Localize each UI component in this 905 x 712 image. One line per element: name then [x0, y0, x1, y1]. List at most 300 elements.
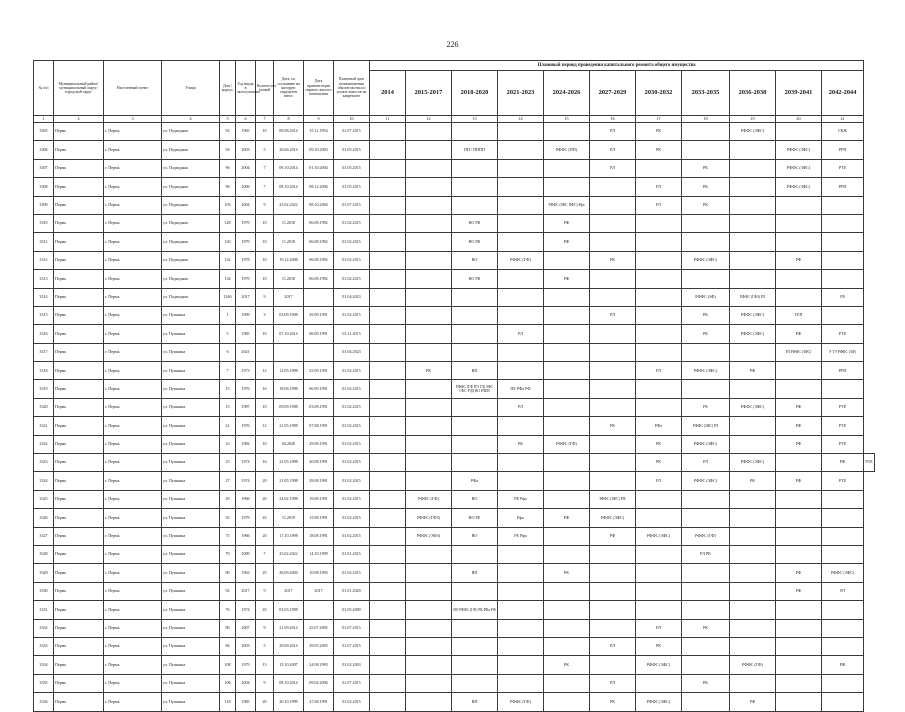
cell-house: 76 — [220, 601, 236, 619]
cell-2042-2044 — [822, 601, 864, 619]
header-year: 2033-2035 — [682, 71, 730, 116]
cell-district: Пермь — [54, 693, 104, 711]
cell-2021-2023 — [498, 178, 544, 196]
cell-year-built: 1974 — [236, 454, 256, 472]
cell-2027-2029: РФФС (ЗФС) — [590, 509, 636, 527]
cell-2014 — [370, 509, 406, 527]
cell-house: 6 — [220, 343, 236, 361]
cell-year-built: 1979 — [236, 509, 256, 527]
cell-2030-2032: РК — [636, 123, 682, 141]
cell-2030-2032: РФа — [636, 417, 682, 435]
table-row — [34, 123, 875, 141]
cell-floors: 20 — [256, 490, 274, 508]
cell-settlement: г. Пермь — [104, 141, 162, 159]
cell-2033-2035 — [682, 123, 730, 141]
cell-2014 — [370, 545, 406, 563]
cell-2036-2038 — [730, 196, 776, 214]
cell-2039-2041: РФФС (ЗФС) — [776, 141, 822, 159]
cell-year-built: 2009 — [236, 545, 256, 563]
column-number: 13 — [452, 116, 498, 123]
column-number: 7 — [256, 116, 274, 123]
cell-floors: 20 — [256, 527, 274, 545]
cell-2027-2029 — [590, 564, 636, 582]
cell-street: ул. Подводная — [162, 196, 220, 214]
cell-2039-2041 — [776, 123, 822, 141]
cell-settlement: г. Пермь — [104, 288, 162, 306]
column-number: 14 — [498, 116, 544, 123]
cell-2027-2029: РЛ — [590, 306, 636, 324]
cell-num: 3320 — [34, 398, 54, 416]
cell-2036-2038: РК — [730, 472, 776, 490]
cell-floors: 9 — [256, 619, 274, 637]
cell-2030-2032 — [636, 343, 682, 361]
cell-2033-2035: РК — [682, 196, 730, 214]
cell-2018-2020 — [452, 343, 498, 361]
cell-2042-2044 — [822, 619, 864, 637]
cell-planned-deadline: 01.11.2015 — [334, 325, 370, 343]
cell-planned-deadline: 01.02.2015 — [334, 380, 370, 398]
cell-district: Пермь — [54, 270, 104, 288]
cell-2033-2035 — [682, 509, 730, 527]
cell-2042-2044 — [822, 693, 864, 711]
cell-settlement: г. Пермь — [104, 178, 162, 196]
cell-2033-2035: РК — [682, 325, 730, 343]
cell-2024-2026: РФ — [544, 233, 590, 251]
cell-2036-2038: РФФС (ЗФС) — [730, 398, 776, 416]
cell-num: 3309 — [34, 196, 54, 214]
cell-2042-2044 — [822, 674, 864, 692]
cell-district: Пермь — [54, 325, 104, 343]
column-number: 18 — [682, 116, 730, 123]
column-number: 3 — [104, 116, 162, 123]
cell-2036-2038 — [730, 178, 776, 196]
cell-2015-2017 — [406, 178, 452, 196]
cell-floors: 10 — [256, 270, 274, 288]
cell-2030-2032 — [636, 398, 682, 416]
cell-year-built: 1987 — [236, 398, 256, 416]
cell-2030-2032 — [636, 674, 682, 692]
cell-date-privatization: 29.09.1991 — [304, 306, 334, 324]
table-row — [34, 472, 875, 490]
cell-planned-deadline: 01.07.2015 — [334, 196, 370, 214]
cell-2014 — [370, 564, 406, 582]
cell-2014 — [370, 582, 406, 600]
cell-2024-2026 — [544, 527, 590, 545]
cell-2024-2026 — [544, 306, 590, 324]
header-year: 2027-2029 — [590, 71, 636, 116]
cell-2039-2041: РФФС (ЗФС) — [776, 178, 822, 196]
cell-2027-2029: РЛ — [590, 141, 636, 159]
cell-2024-2026 — [544, 619, 590, 637]
cell-year-built: 2007 — [236, 619, 256, 637]
cell-2036-2038: РФ — [730, 693, 776, 711]
cell-2027-2029 — [590, 270, 636, 288]
cell-2015-2017 — [406, 472, 452, 490]
cell-2014 — [370, 141, 406, 159]
cell-2018-2020 — [452, 123, 498, 141]
cell-2039-2041 — [776, 619, 822, 637]
cell-2042-2044: РТЕ — [822, 417, 864, 435]
capital-repair-table — [33, 60, 875, 712]
cell-2024-2026 — [544, 398, 590, 416]
cell-2027-2029: РЛ — [590, 159, 636, 177]
cell-2027-2029: РЛ — [590, 123, 636, 141]
cell-2018-2020 — [452, 196, 498, 214]
cell-date-privatization: 27.08.1991 — [304, 693, 334, 711]
cell-2039-2041 — [776, 270, 822, 288]
table-row — [34, 674, 875, 692]
cell-2042-2044 — [822, 509, 864, 527]
cell-street: ул. Пушкина — [162, 619, 220, 637]
cell-2036-2038: РФФС (ЗФС) — [730, 454, 776, 472]
table-row — [34, 435, 875, 453]
cell-floors: 9 — [256, 196, 274, 214]
cell-2015-2017 — [406, 674, 452, 692]
cell: РТЕ — [864, 454, 875, 472]
cell-settlement: г. Пермь — [104, 619, 162, 637]
cell-house: 134 — [220, 270, 236, 288]
cell-year-built: 1963 — [236, 564, 256, 582]
cell-2014 — [370, 159, 406, 177]
cell-date-privatization: 09.04.2006 — [304, 674, 334, 692]
cell-district: Пермь — [54, 619, 104, 637]
cell-date-privatization: 14.10.1999 — [304, 545, 334, 563]
cell-2024-2026 — [544, 545, 590, 563]
cell-2021-2023 — [498, 564, 544, 582]
cell-2015-2017 — [406, 141, 452, 159]
table-row — [34, 693, 875, 711]
cell-num: 3305 — [34, 123, 54, 141]
cell-district: Пермь — [54, 380, 104, 398]
cell-floors: 9 — [256, 674, 274, 692]
table-row — [34, 159, 875, 177]
cell-floors: 10 — [256, 233, 274, 251]
table-row — [34, 270, 875, 288]
cell-district: Пермь — [54, 178, 104, 196]
cell-2014 — [370, 214, 406, 232]
cell-date-inspection: 04.2020 — [274, 435, 304, 453]
cell-floors: 5 — [256, 141, 274, 159]
cell-street: ул. Пушкина — [162, 582, 220, 600]
cell-planned-deadline: 01.02.2015 — [334, 472, 370, 490]
cell-2033-2035 — [682, 637, 730, 655]
cell-2018-2020 — [452, 159, 498, 177]
cell-floors — [256, 343, 274, 361]
cell-year-built: 2006 — [236, 178, 256, 196]
cell-year-built: 1973 — [236, 362, 256, 380]
column-number: 20 — [776, 116, 822, 123]
cell-num: 3326 — [34, 509, 54, 527]
header-date-privatization: Дата приватизации первого жилого помещения — [304, 61, 334, 116]
cell-2036-2038 — [730, 214, 776, 232]
cell-date-privatization — [304, 343, 334, 361]
header-year: 2018-2020 — [452, 71, 498, 116]
cell-2030-2032: РЛ — [636, 196, 682, 214]
cell-date-inspection: 09.09.1998 — [274, 398, 304, 416]
cell-2033-2035 — [682, 601, 730, 619]
cell-2042-2044: РФ — [822, 656, 864, 674]
cell-2018-2020 — [452, 178, 498, 196]
cell-num: 3310 — [34, 214, 54, 232]
cell-house: 15 — [220, 398, 236, 416]
cell-house: 25 — [220, 454, 236, 472]
cell-floors: 20 — [256, 693, 274, 711]
cell-floors: 7 — [256, 178, 274, 196]
cell-2036-2038 — [730, 509, 776, 527]
cell-2018-2020: ВО РК — [452, 214, 498, 232]
cell-2036-2038 — [730, 637, 776, 655]
table-row — [34, 141, 875, 159]
cell-2024-2026: РФФС (ПП) — [544, 141, 590, 159]
cell-2021-2023 — [498, 674, 544, 692]
header-year-built: Год ввода в эксплуатацию — [236, 61, 256, 116]
cell-2015-2017 — [406, 306, 452, 324]
cell-2015-2017 — [406, 601, 452, 619]
cell-district: Пермь — [54, 637, 104, 655]
cell-2033-2035 — [682, 490, 730, 508]
cell-2027-2029 — [590, 196, 636, 214]
cell-num: 3330 — [34, 582, 54, 600]
cell-settlement: г. Пермь — [104, 693, 162, 711]
cell-2030-2032 — [636, 545, 682, 563]
cell-street: ул. Пушкина — [162, 362, 220, 380]
cell-date-privatization: 15.08.1991 — [304, 509, 334, 527]
cell-2039-2041 — [776, 693, 822, 711]
cell-2018-2020: ВО — [452, 490, 498, 508]
cell-2027-2029 — [590, 582, 636, 600]
cell-2039-2041 — [776, 490, 822, 508]
cell-floors: 16 — [256, 454, 274, 472]
cell-street: ул. Пушкина — [162, 656, 220, 674]
cell-2018-2020: РФа — [452, 472, 498, 490]
cell-2021-2023 — [498, 417, 544, 435]
cell-2024-2026: РФФС (ГФ) — [544, 435, 590, 453]
cell-2015-2017 — [406, 417, 452, 435]
cell-planned-deadline: 01.02.2015 — [334, 435, 370, 453]
cell-2018-2020 — [452, 435, 498, 453]
cell-date-privatization: 25.09.1991 — [304, 362, 334, 380]
cell-2033-2035: РФФС (ЗФС) — [682, 435, 730, 453]
table-row — [34, 637, 875, 655]
cell-2021-2023 — [498, 159, 544, 177]
cell-date-inspection: 03.09.1998 — [274, 306, 304, 324]
cell-planned-deadline: 01.01.2015 — [334, 545, 370, 563]
cell-2021-2023: РЛ — [498, 398, 544, 416]
cell-2030-2032 — [636, 270, 682, 288]
cell-2039-2041 — [776, 288, 822, 306]
cell-2042-2044 — [822, 306, 864, 324]
cell-2021-2023 — [498, 637, 544, 655]
cell-2021-2023 — [498, 141, 544, 159]
cell-floors: 7 — [256, 159, 274, 177]
cell-2042-2044: РТЕ — [822, 325, 864, 343]
cell-2015-2017 — [406, 123, 452, 141]
cell-date-privatization: 06.08.1992 — [304, 233, 334, 251]
cell-2021-2023 — [498, 601, 544, 619]
cell-num: 3322 — [34, 435, 54, 453]
cell-street: ул. Пушкина — [162, 325, 220, 343]
column-number: 21 — [822, 116, 864, 123]
cell-house: 132 — [220, 251, 236, 269]
cell-planned-deadline: 01.02.2015 — [334, 251, 370, 269]
cell-2030-2032: РК — [636, 454, 682, 472]
header-date-inspection: Дата, по состоянию на которую определен износ — [274, 61, 304, 116]
cell-street: ул. Подводная — [162, 214, 220, 232]
cell-date-inspection: 24.02.1998 — [274, 490, 304, 508]
cell-2039-2041 — [776, 362, 822, 380]
cell-2018-2020 — [452, 454, 498, 472]
column-number: 6 — [236, 116, 256, 123]
cell-2030-2032 — [636, 159, 682, 177]
cell-year-built: 2017 — [236, 288, 256, 306]
cell-street: ул. Подводная — [162, 123, 220, 141]
cell-floors: 12 — [256, 362, 274, 380]
cell-2024-2026 — [544, 693, 590, 711]
cell-num: 3331 — [34, 601, 54, 619]
cell-house: 118 — [220, 693, 236, 711]
header-plan-group: Плановый период проведения капитального ремонта общего имущества — [370, 61, 864, 71]
cell-2015-2017 — [406, 343, 452, 361]
cell-2042-2044: РРП — [822, 178, 864, 196]
cell-street: ул. Пушкина — [162, 490, 220, 508]
cell-date-privatization: 29.05.2005 — [304, 637, 334, 655]
cell-floors: 5 — [256, 637, 274, 655]
cell-2018-2020: ВО РК — [452, 270, 498, 288]
page-number: 226 — [446, 40, 459, 49]
cell-2027-2029 — [590, 398, 636, 416]
cell-year-built: 1966 — [236, 490, 256, 508]
cell-year-built: 2003 — [236, 141, 256, 159]
cell-date-inspection: 17.10.1998 — [274, 527, 304, 545]
cell-house: 98 — [220, 178, 236, 196]
cell-floors: 43 — [256, 601, 274, 619]
cell-settlement: г. Пермь — [104, 306, 162, 324]
cell-planned-deadline: 01.02.2015 — [334, 362, 370, 380]
cell-floors: 13 — [256, 656, 274, 674]
cell-2021-2023: Рфа — [498, 509, 544, 527]
cell-2039-2041: РФ — [776, 325, 822, 343]
cell-2018-2020 — [452, 582, 498, 600]
table-row — [34, 288, 875, 306]
cell-planned-deadline: 01.01.2020 — [334, 582, 370, 600]
cell-date-privatization: 08.10.2004 — [304, 196, 334, 214]
cell-district: Пермь — [54, 159, 104, 177]
cell-year-built: 2004 — [236, 196, 256, 214]
cell-planned-deadline: 01.04.2023 — [334, 288, 370, 306]
cell-date-privatization: 03.08.1991 — [304, 398, 334, 416]
cell-date-inspection: 08.10.2014 — [274, 674, 304, 692]
column-number: 5 — [220, 116, 236, 123]
cell-2039-2041: РФ — [776, 564, 822, 582]
cell-2030-2032: РЛ — [636, 362, 682, 380]
cell-planned-deadline: 01.07.2015 — [334, 619, 370, 637]
cell-2018-2020 — [452, 637, 498, 655]
cell-2024-2026: РК — [544, 656, 590, 674]
cell-num: 3317 — [34, 343, 54, 361]
cell-year-built: 1974 — [236, 601, 256, 619]
cell-floors: 10 — [256, 214, 274, 232]
cell-district: Пермь — [54, 545, 104, 563]
cell-date-inspection: 11.2018 — [274, 233, 304, 251]
cell-2024-2026 — [544, 472, 590, 490]
header-year: 2042-2044 — [822, 71, 864, 116]
cell-settlement: г. Пермь — [104, 362, 162, 380]
cell-2036-2038 — [730, 159, 776, 177]
cell-district: Пермь — [54, 601, 104, 619]
cell-date-privatization: 29.08.1991 — [304, 472, 334, 490]
cell-2015-2017 — [406, 619, 452, 637]
cell-2015-2017 — [406, 693, 452, 711]
cell-2027-2029 — [590, 288, 636, 306]
cell-2015-2017: РФФС (ГФЗ) — [406, 509, 452, 527]
table-row — [34, 306, 875, 324]
cell-2018-2020 — [452, 417, 498, 435]
cell-street: ул. Пушкина — [162, 417, 220, 435]
cell-settlement: г. Пермь — [104, 270, 162, 288]
cell-date-inspection: 11.2019 — [274, 509, 304, 527]
header-house: Дом / корпус — [220, 61, 236, 116]
cell-2014 — [370, 178, 406, 196]
cell-date-inspection: 18.06.1998 — [274, 380, 304, 398]
cell-2039-2041 — [776, 380, 822, 398]
cell-2033-2035 — [682, 233, 730, 251]
cell-house: 80 — [220, 564, 236, 582]
cell-house: 80 — [220, 619, 236, 637]
header-street: Улица — [162, 61, 220, 116]
cell-2024-2026 — [544, 288, 590, 306]
header-year: 2021-2023 — [498, 71, 544, 116]
cell-2027-2029 — [590, 454, 636, 472]
cell-2015-2017 — [406, 159, 452, 177]
cell-2018-2020: ВО РК — [452, 233, 498, 251]
cell-2014 — [370, 270, 406, 288]
header-district: Муниципальный район/муниципальный округ/городской округ — [54, 61, 104, 116]
cell-2030-2032: РЛ — [636, 619, 682, 637]
cell-date-inspection: 21.09.2014 — [274, 619, 304, 637]
cell-2042-2044 — [822, 251, 864, 269]
column-number: 16 — [590, 116, 636, 123]
table-row — [34, 380, 875, 398]
cell-settlement: г. Пермь — [104, 435, 162, 453]
cell-2039-2041: РФФС (ЗФС) — [776, 159, 822, 177]
column-number: 4 — [162, 116, 220, 123]
cell-2027-2029 — [590, 362, 636, 380]
header-num: № п/п — [34, 61, 54, 116]
cell-2014 — [370, 435, 406, 453]
cell-2036-2038: РФФС (ЗФС) — [730, 325, 776, 343]
cell-2039-2041 — [776, 214, 822, 232]
cell-2030-2032: РЛ — [636, 178, 682, 196]
cell-street: ул. Пушкина — [162, 343, 220, 361]
cell-2021-2023 — [498, 233, 544, 251]
cell-2021-2023: РЕ Рфа — [498, 490, 544, 508]
cell-district: Пермь — [54, 490, 104, 508]
header-year: 2036-2038 — [730, 71, 776, 116]
cell-2033-2035: РФФС (ЗФС) — [682, 251, 730, 269]
cell-2015-2017 — [406, 270, 452, 288]
cell-2042-2044: РТЕ — [822, 398, 864, 416]
cell-year-built: 1979 — [236, 233, 256, 251]
cell-2014 — [370, 490, 406, 508]
cell-2027-2029 — [590, 435, 636, 453]
cell-house: 103 — [220, 196, 236, 214]
cell-date-inspection: 2017 — [274, 288, 304, 306]
cell-2039-2041: ГЕП — [776, 306, 822, 324]
cell-2027-2029 — [590, 325, 636, 343]
cell-district: Пермь — [54, 435, 104, 453]
cell-2030-2032 — [636, 509, 682, 527]
cell-num: 3313 — [34, 270, 54, 288]
